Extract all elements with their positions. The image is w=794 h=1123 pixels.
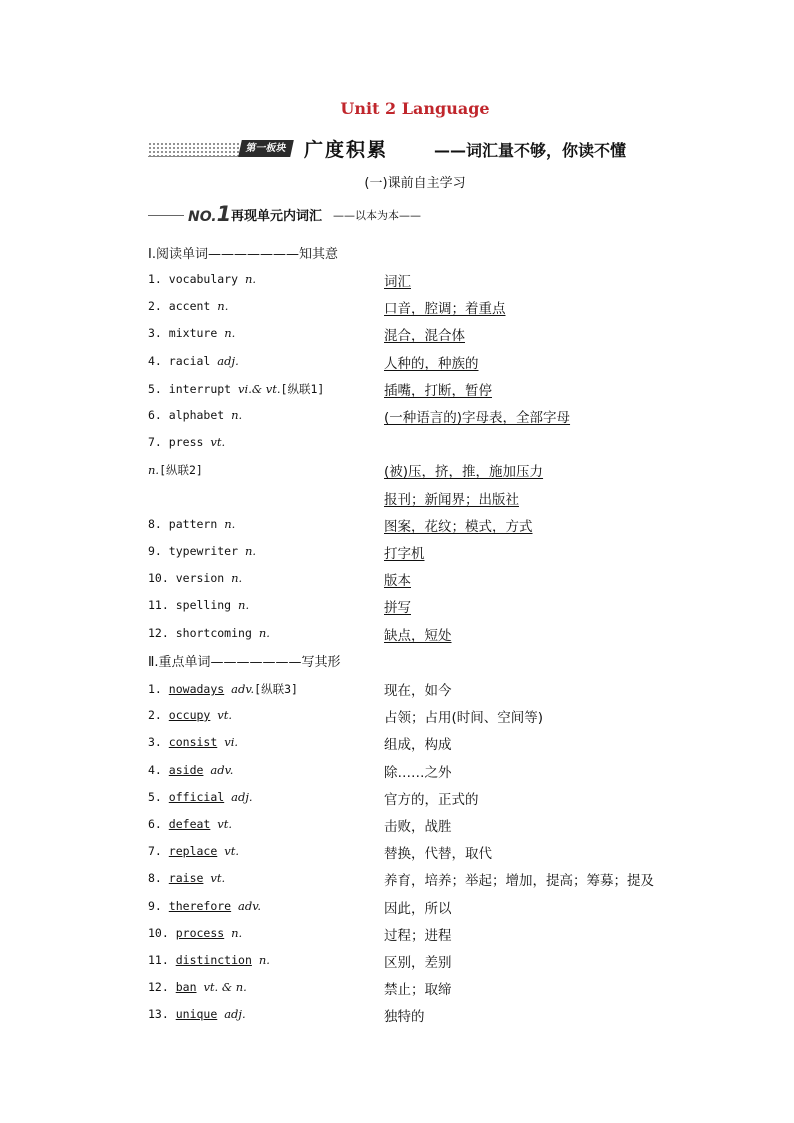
part-of-speech: n.: [258, 953, 270, 967]
banner-subtitle: ——词汇量不够，你读不懂: [434, 141, 627, 160]
part-of-speech: vi.: [224, 735, 239, 750]
chinese-meaning: 占领；占用(时间、空间等): [384, 710, 544, 727]
part-of-speech: vt.: [217, 708, 233, 723]
item-number: 1.: [148, 682, 162, 696]
section-title: 再现单元内词汇: [231, 209, 323, 224]
english-word: unique: [175, 1007, 218, 1022]
chinese-meaning: 缺点，短处: [384, 627, 452, 644]
part-of-speech: n.: [258, 625, 270, 640]
chinese-meaning: (一种语言的)字母表，全部字母: [384, 410, 571, 426]
english-word: official: [168, 789, 225, 804]
vocab-english: [148, 354, 239, 368]
part-of-speech: adv.: [231, 682, 255, 696]
vocab-section-header: [148, 202, 468, 226]
english-word: distinction: [175, 953, 252, 967]
chinese-meaning: 独特的: [384, 1009, 425, 1026]
item-number: 3.: [148, 326, 162, 341]
vocab-row: [148, 922, 708, 944]
english-word: replace: [168, 844, 218, 859]
chinese-meaning: 击败，战胜: [384, 819, 452, 835]
cross-reference-note: [纵联2]: [159, 463, 203, 478]
chinese-meaning: 除……之外: [384, 764, 452, 781]
vocab-english: [148, 953, 270, 967]
cross-reference-note: [纵联1]: [280, 381, 325, 396]
item-number: 12.: [148, 980, 169, 995]
item-number: 9.: [148, 898, 162, 913]
part-of-speech: vt.: [217, 817, 233, 831]
vocab-english: [148, 871, 225, 885]
vocab-row: [148, 731, 708, 753]
english-word: process: [175, 925, 225, 940]
english-word: press: [168, 435, 204, 450]
item-number: 5.: [148, 789, 162, 804]
vocab-english: [148, 763, 233, 777]
english-word: raise: [168, 871, 204, 886]
chinese-meaning: 人种的，种族的: [384, 355, 479, 372]
chinese-meaning: 拼写: [384, 600, 411, 617]
item-number: 4.: [148, 353, 162, 368]
item-number: 8.: [148, 871, 162, 886]
english-word: accent: [168, 299, 211, 314]
chinese-meaning: 禁止；取缔: [384, 982, 452, 999]
chinese-meaning: 插嘴，打断，暂停: [384, 382, 492, 399]
english-word: spelling: [175, 598, 232, 613]
english-word: nowadays: [168, 682, 225, 696]
chinese-meaning: 养育，培养；举起；增加，提高；筹募；提及: [384, 873, 654, 890]
english-word: vocabulary: [168, 272, 239, 286]
part-of-speech: n.: [244, 272, 257, 286]
section-number-digit: 1: [216, 202, 232, 226]
chinese-meaning: 官方的，正式的: [384, 791, 479, 808]
vocab-row: [148, 840, 708, 862]
chinese-meaning: 版本: [384, 573, 411, 590]
vocab-english: [148, 844, 239, 858]
item-number: 2.: [148, 299, 162, 314]
english-word: consist: [168, 735, 218, 750]
section-number: [188, 202, 231, 226]
item-number: 9.: [148, 544, 162, 558]
part-of-speech: n.: [231, 571, 243, 586]
part-of-speech: vt.: [210, 435, 226, 450]
header-left-rule: [148, 215, 184, 216]
part2-heading: Ⅱ.重点单词———————写其形: [148, 655, 341, 670]
english-word: typewriter: [168, 544, 239, 558]
chinese-meaning: 现在，如今: [384, 683, 452, 699]
part-of-speech: n.: [238, 598, 250, 613]
chinese-meaning: 报刊；新闻界；出版社: [384, 491, 519, 508]
vocab-row: [148, 431, 708, 453]
part-of-speech: n.: [217, 299, 229, 314]
chinese-meaning: 组成，构成: [384, 737, 452, 754]
vocab-row: [148, 594, 708, 616]
part-of-speech: adv.: [238, 898, 262, 913]
vocab-english: [148, 708, 232, 722]
item-number: 10.: [148, 571, 169, 586]
section-tagline: ——以本为本——: [333, 209, 421, 222]
part-of-speech: adv.: [210, 762, 234, 777]
vocab-english: [148, 626, 270, 640]
part-of-speech: n.: [231, 408, 243, 422]
vocab-row: [148, 295, 708, 317]
chinese-meaning: 混合，混合体: [384, 328, 465, 345]
vocab-english: [148, 598, 249, 612]
part1-heading: Ⅰ.阅读单词———————知其意: [148, 247, 338, 262]
chinese-meaning: 区别，差别: [384, 955, 452, 971]
part-of-speech: adj.: [224, 1007, 246, 1022]
part-of-speech: n.: [244, 544, 257, 558]
vocab-row: [148, 949, 708, 971]
vocab-english: [148, 899, 261, 913]
section-number-prefix: NO.: [188, 209, 217, 225]
vocab-english: [148, 299, 228, 313]
part-of-speech: n.: [231, 925, 243, 940]
item-number: 8.: [148, 516, 162, 531]
vocab-english: [148, 517, 235, 531]
section-subtitle: (一)课前自主学习: [364, 176, 466, 191]
english-word: racial: [168, 353, 211, 368]
vocab-row: [148, 895, 708, 917]
english-word: alphabet: [168, 408, 225, 422]
vocab-row: [148, 540, 708, 562]
english-word: shortcoming: [175, 625, 252, 640]
english-word: defeat: [168, 817, 211, 831]
vocab-english: [148, 735, 238, 749]
cross-reference-note: [纵联3]: [254, 682, 298, 696]
part-of-speech: vt.: [224, 844, 239, 859]
vocab-row: [148, 976, 708, 998]
english-word: mixture: [168, 326, 218, 341]
item-number: 12.: [148, 625, 169, 640]
vocab-row: [148, 458, 708, 480]
english-word: therefore: [168, 898, 232, 913]
vocab-english: [148, 462, 203, 478]
unit-title: Unit 2 Language: [340, 99, 490, 118]
vocab-row: [148, 377, 708, 399]
item-number: 13.: [148, 1007, 169, 1022]
vocab-english: [148, 272, 256, 286]
vocab-english: [148, 381, 324, 397]
part-of-speech: n.: [224, 326, 236, 341]
vocab-row: [148, 322, 708, 344]
chinese-meaning: 替换，代替，取代: [384, 846, 492, 863]
part-of-speech: vt.: [210, 871, 226, 886]
banner-hatch-decoration: [148, 142, 240, 157]
vocab-row: [148, 759, 708, 781]
vocab-row: [148, 1003, 708, 1025]
chinese-meaning: 图案，花纹；模式，方式: [384, 518, 533, 535]
vocab-english: [148, 980, 247, 994]
chinese-meaning: 因此，所以: [384, 900, 452, 917]
chinese-meaning: 打字机: [384, 546, 425, 562]
vocab-english: [148, 790, 253, 804]
vocab-english: [148, 926, 242, 940]
part-of-speech: adj.: [217, 353, 239, 368]
vocab-row: [148, 813, 708, 835]
english-word: ban: [175, 980, 197, 995]
english-word: interrupt: [168, 381, 232, 396]
vocab-english: [148, 544, 256, 558]
english-word: version: [175, 571, 225, 586]
vocab-row: [148, 404, 708, 426]
english-word: occupy: [168, 708, 211, 723]
vocab-row: [148, 867, 708, 889]
vocab-row: [148, 704, 708, 726]
chinese-meaning: 口音，腔调；着重点: [384, 301, 506, 318]
item-number: 3.: [148, 735, 162, 750]
chinese-meaning: (被)压，挤，推，施加压力: [384, 464, 544, 481]
vocab-english: [148, 326, 235, 340]
vocab-english: [148, 681, 298, 697]
vocab-row: [148, 513, 708, 535]
item-number: 4.: [148, 762, 162, 777]
banner-tag: 第一板块: [238, 140, 294, 157]
item-number: 7.: [148, 844, 162, 859]
item-number: 6.: [148, 817, 162, 831]
vocab-row: [148, 677, 708, 699]
part-of-speech: n.: [224, 516, 236, 531]
item-number: 2.: [148, 708, 162, 723]
vocab-english: [148, 571, 242, 585]
part-of-speech: vi.& vt.: [238, 381, 281, 396]
part-of-speech: adj.: [231, 789, 253, 804]
vocab-english: [148, 1007, 246, 1021]
vocab-english: [148, 408, 242, 422]
item-number: 6.: [148, 408, 162, 422]
chinese-meaning: 过程；进程: [384, 927, 452, 944]
english-word: aside: [168, 762, 204, 777]
item-number: 10.: [148, 925, 169, 940]
vocab-row: [148, 350, 708, 372]
vocab-row: [148, 622, 708, 644]
vocab-row: [148, 786, 708, 808]
item-number: 7.: [148, 435, 162, 450]
part-of-speech: vt. & n.: [203, 980, 247, 995]
item-number: 1.: [148, 272, 162, 286]
item-number: 11.: [148, 953, 169, 967]
vocab-row: [148, 486, 708, 508]
vocab-english: [148, 435, 225, 449]
chinese-meaning: 词汇: [384, 274, 411, 290]
vocab-row: [148, 268, 708, 290]
item-number: 11.: [148, 598, 169, 613]
vocab-english: [148, 817, 232, 831]
banner-main-title: 广度积累: [304, 139, 389, 161]
part-of-speech: n.: [148, 463, 160, 478]
english-word: pattern: [168, 516, 218, 531]
section-banner: [148, 133, 627, 165]
vocab-row: [148, 567, 708, 589]
item-number: 5.: [148, 381, 162, 396]
